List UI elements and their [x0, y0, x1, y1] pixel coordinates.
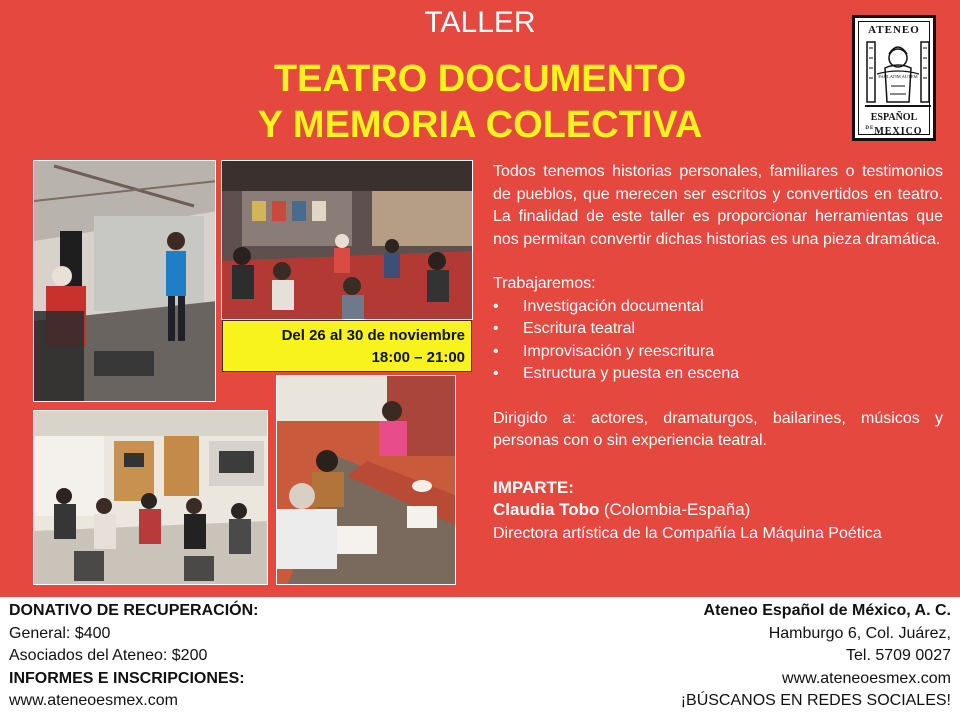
instructor-role: Directora artística de la Compañía La Máquina Poética — [493, 524, 882, 542]
info-heading: INFORMES E INSCRIPCIONES: — [9, 669, 245, 687]
logo-banner-text: PAULATIM AUTEM — [878, 74, 918, 79]
list-item: • Estructura y puesta en escena — [493, 363, 943, 386]
donation-heading: DONATIVO DE RECUPERACIÓN: — [9, 602, 259, 619]
logo-small-text: DE — [865, 126, 875, 131]
topic-list — [493, 296, 943, 386]
intro-paragraph: Todos tenemos historias personales, familiares o testimonios de pueblos, que merecen ser escritos y convertidos en teatro. La finalidad de este taller es proporcionar herramientas que nos permitan convertir dichas historias es una pieza dramática. — [493, 163, 943, 248]
logo-middle-text: ESPAÑOL — [870, 112, 918, 123]
schedule-hours: 18:00 – 21:00 — [371, 349, 465, 366]
footer-pricing — [9, 600, 259, 713]
footer-contact — [681, 600, 951, 713]
org-phone: Tel. 5709 0027 — [846, 647, 951, 664]
logo-emblem-icon — [865, 38, 931, 110]
title-line-1: TEATRO DOCUMENTO — [273, 58, 687, 100]
instructor-name: Claudia Tobo — [493, 500, 600, 519]
social-callout: ¡BÚSCANOS EN REDES SOCIALES! — [680, 692, 951, 709]
ateneo-logo — [852, 15, 936, 141]
photo-table-writing — [276, 375, 456, 585]
list-item: • Improvisación y reescritura — [493, 341, 943, 364]
org-name: Ateneo Español de México, A. C. — [703, 602, 951, 619]
logo-bottom-text: $^{DE}$MEXICO — [865, 126, 923, 137]
footer — [0, 597, 960, 720]
description-block — [493, 161, 943, 545]
schedule-dates: Del 26 al 30 de noviembre — [281, 327, 465, 344]
logo-top-text: ATENEO — [868, 24, 920, 36]
photo-circle-discussion — [221, 160, 473, 320]
title-line-2: Y MEMORIA COLECTIVA — [257, 104, 703, 146]
footer-website-link[interactable]: www.ateneoesmex.com — [9, 692, 178, 709]
poster-title — [180, 56, 780, 148]
price-members: Asociados del Ateneo: $200 — [9, 647, 208, 664]
instructor-heading: IMPARTE: — [493, 477, 574, 497]
poster-kicker: TALLER — [424, 6, 536, 39]
org-address: Hamburgo 6, Col. Juárez, — [768, 624, 951, 642]
list-item: • Investigación documental — [493, 296, 943, 319]
photo-rehearsal-room — [33, 160, 216, 402]
audience-paragraph: Dirigido a: actores, dramaturgos, bailarines, músicos y personas con o sin experiencia teatral. — [493, 409, 943, 449]
instructor-origin: (Colombia-España) — [603, 500, 751, 519]
instructor-line — [493, 499, 943, 523]
price-general: General: $400 — [9, 624, 111, 642]
schedule-box — [222, 320, 472, 372]
photo-gallery-workshop — [33, 410, 268, 585]
org-website-link[interactable]: www.ateneoesmex.com — [782, 669, 951, 687]
work-heading: Trabajaremos: — [493, 275, 596, 292]
list-item: • Escritura teatral — [493, 318, 943, 341]
